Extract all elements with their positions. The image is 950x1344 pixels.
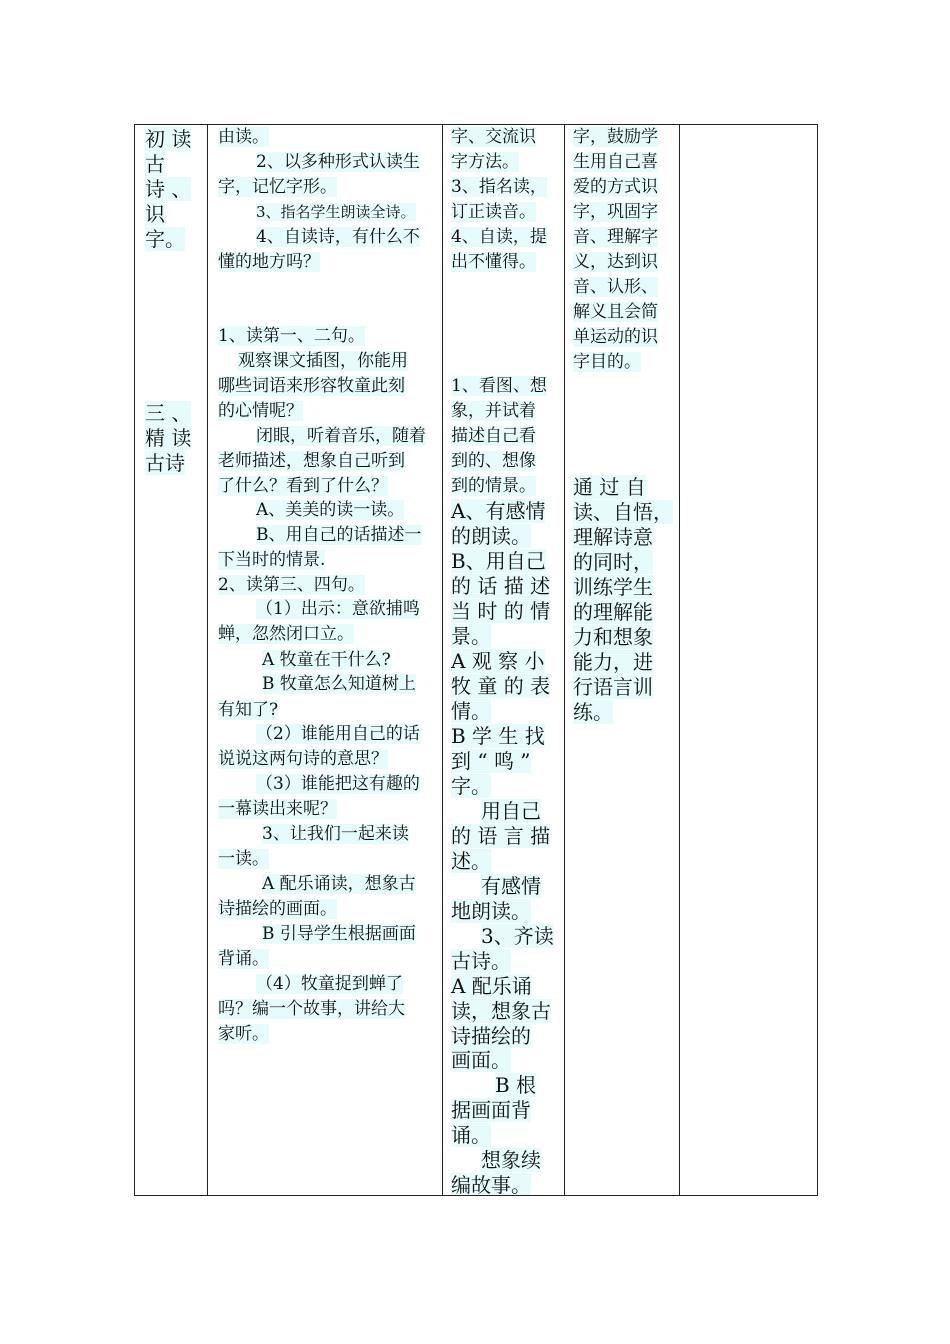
- stage-label-line: [145, 453, 185, 473]
- stage-column: [135, 125, 208, 1196]
- design-intent-line-text: 音、理解字: [573, 227, 658, 247]
- teacher-activity-line: [218, 403, 303, 420]
- teacher-activity-line: [256, 229, 420, 246]
- student-activity-line: [451, 154, 519, 171]
- design-intent-line-text: 字目的。: [573, 352, 641, 372]
- stage-label-line-text: 初 读: [145, 127, 192, 151]
- student-activity-line-text: 诗描绘的: [451, 1024, 531, 1048]
- design-intent-line: [573, 179, 658, 196]
- teacher-activity-line: [218, 478, 388, 495]
- teacher-activity-line: [262, 926, 416, 943]
- teacher-activity-line: [218, 626, 354, 643]
- teacher-activity-line: [262, 676, 416, 693]
- design-intent-line: [573, 129, 658, 146]
- student-activity-line: [451, 776, 491, 796]
- student-activity-line-text: 述。: [451, 849, 491, 873]
- design-intent-line-text: 能力，进: [573, 650, 653, 674]
- design-intent-line: [573, 254, 658, 271]
- student-activity-line-text: 诵。: [451, 1123, 491, 1147]
- teacher-activity-line: [218, 378, 405, 395]
- student-activity-line: [451, 378, 547, 395]
- teacher-activity-line: [218, 179, 337, 196]
- design-intent-line-text: 力和想象: [573, 625, 653, 649]
- design-intent-line: [573, 702, 613, 722]
- student-activity-line: [451, 179, 547, 196]
- design-intent-line-text: 训练学生: [573, 575, 653, 599]
- student-activity-line-text: 的 话 描 述: [451, 574, 551, 598]
- student-activity-line-text: 用自己: [481, 799, 541, 823]
- student-activity-line-text: 字方法。: [451, 152, 519, 172]
- teacher-activity-line-text: （3）谁能把这有趣的: [256, 774, 420, 794]
- student-activity-line: [481, 876, 541, 896]
- design-intent-line-text: 单运动的识: [573, 327, 658, 347]
- design-intent-line: [573, 502, 673, 522]
- student-activity-line-text: B、用自己: [451, 549, 546, 573]
- student-activity-line-text: 1、看图、想: [451, 376, 547, 396]
- design-intent-line-text: 义，达到识: [573, 252, 658, 272]
- stage-label-line-text: 识: [145, 202, 165, 226]
- design-intent-line: [573, 577, 653, 597]
- student-activity-line-text: 读，想象古: [451, 999, 551, 1023]
- student-activity-line-text: B 学 生 找: [451, 724, 545, 748]
- student-activity-line-text: 有感情: [481, 874, 541, 898]
- teacher-activity-line: [218, 801, 337, 818]
- student-activity-line: [451, 204, 536, 221]
- student-activity-line: [451, 551, 546, 571]
- student-activity-line-text: 到 “ 鸣 ”: [451, 749, 531, 773]
- design-intent-line-text: 解义且会简: [573, 302, 658, 322]
- student-activity-line: [451, 1175, 531, 1195]
- design-intent-line-text: 通 过 自: [573, 475, 646, 499]
- stage-label-line-text: 字。: [145, 227, 185, 251]
- student-activity-line: [451, 701, 491, 721]
- teacher-activity-line-text: 下当时的情景.: [218, 550, 326, 570]
- teacher-activity-line-text: A、美美的读一读。: [256, 500, 405, 520]
- design-intent-line-text: 音、认形、: [573, 277, 658, 297]
- stage-label-line: [145, 229, 185, 249]
- teacher-activity-line: [218, 328, 365, 345]
- teacher-activity-line: [256, 601, 420, 618]
- student-activity-line-text: 到的情景。: [451, 476, 536, 496]
- student-activity-line-text: 画面。: [451, 1048, 511, 1072]
- teacher-activity-line-text: 1、读第一、二句。: [218, 326, 365, 346]
- student-activity-line: [451, 726, 545, 746]
- student-activity-line: [451, 1100, 531, 1120]
- design-intent-line-text: 练。: [573, 700, 613, 724]
- design-intent-line: [573, 329, 658, 346]
- teacher-activity-line: [262, 876, 416, 893]
- student-activity-line: [451, 901, 531, 921]
- student-activity-line-text: 的朗读。: [451, 524, 531, 548]
- teacher-activity-line-text: 有知了?: [218, 700, 279, 720]
- design-intent-line-text: 的同时，: [573, 550, 653, 574]
- design-intent-line-text: 行语言训: [573, 675, 653, 699]
- teacher-activity-line: [256, 976, 403, 993]
- teacher-activity-line: [256, 726, 420, 743]
- teacher-activity-line-text: 蝉，忽然闭口立。: [218, 624, 354, 644]
- student-activity-line-text: 景。: [451, 624, 491, 648]
- student-activity-line-text: 到的、想像: [451, 451, 536, 471]
- student-activity-line: [451, 453, 536, 470]
- stage-label-line-text: 诗 、: [145, 177, 192, 201]
- teacher-activity-line: [256, 502, 404, 519]
- design-intent-line-text: 字，巩固字: [573, 202, 658, 222]
- teacher-activity-line: [256, 428, 426, 445]
- stage-label-line-text: 古: [145, 152, 165, 176]
- design-intent-line-text: 读、自悟，: [573, 500, 673, 524]
- student-activity-line-text: 4、自读，提: [451, 227, 547, 247]
- design-intent-line: [573, 279, 658, 296]
- student-activity-line: [451, 626, 491, 646]
- teacher-activity-line-text: （2）谁能用自己的话: [256, 724, 420, 744]
- design-intent-line: [573, 602, 653, 622]
- student-activity-line-text: 3、指名读，: [451, 177, 547, 197]
- teacher-activity-line-text: 闭眼，听着音乐，随着: [256, 426, 426, 446]
- student-activity-line-text: 情。: [451, 699, 491, 723]
- student-activity-line: [451, 1050, 511, 1070]
- student-activity-column: [443, 125, 565, 1196]
- student-activity-line: [451, 851, 491, 871]
- stage-label-line-text: 精 读: [145, 426, 192, 450]
- teacher-activity-line: [218, 951, 269, 968]
- student-activity-line: [451, 1001, 551, 1021]
- stage-label-line-text: 古诗: [145, 451, 185, 475]
- teacher-activity-line-text: B 牧童怎么知道树上: [262, 674, 416, 694]
- design-intent-line: [573, 229, 658, 246]
- design-intent-line: [573, 677, 653, 697]
- teacher-activity-line-text: 诗描绘的画面。: [218, 899, 337, 919]
- student-activity-line-text: 描述自己看: [451, 426, 536, 446]
- student-activity-line: [481, 1150, 541, 1170]
- design-intent-line: [573, 552, 653, 572]
- student-activity-line: [481, 801, 541, 821]
- notes-column: [680, 125, 818, 1196]
- teacher-activity-line-text: B、用自己的话描述一: [256, 525, 422, 545]
- student-activity-line: [451, 1125, 491, 1145]
- teacher-activity-line-text: B 引导学生根据画面: [262, 924, 416, 944]
- design-intent-line: [573, 204, 658, 221]
- student-activity-line-text: 地朗读。: [451, 899, 531, 923]
- teacher-activity-line-text: （1）出示：意欲捕鸣: [256, 599, 420, 619]
- teacher-activity-line: [218, 702, 278, 719]
- teacher-activity-line-text: 哪些词语来形容牧童此刻: [218, 376, 405, 396]
- student-activity-line: [451, 403, 536, 420]
- student-activity-line: [451, 951, 511, 971]
- teacher-activity-line-text: 3、指名学生朗读全诗。: [256, 203, 416, 221]
- design-intent-line-text: 字，鼓励学: [573, 127, 658, 147]
- student-activity-line-text: A、有感情: [451, 499, 546, 523]
- teacher-activity-line-text: 了什么？看到了什么？: [218, 476, 388, 496]
- teacher-activity-column: [208, 125, 443, 1196]
- teacher-activity-line-text: 2、以多种形式认读生: [256, 152, 420, 172]
- student-activity-line: [451, 478, 536, 495]
- design-intent-line: [573, 627, 653, 647]
- teacher-activity-line: [218, 851, 269, 868]
- student-activity-line: [451, 676, 550, 696]
- student-activity-line-text: 字、交流识: [451, 127, 536, 147]
- student-activity-line-text: 当 时 的 情: [451, 599, 551, 623]
- teacher-activity-line-text: 2、读第三、四句。: [218, 575, 365, 595]
- teacher-activity-line: [262, 652, 391, 669]
- stage-label-line: [145, 179, 191, 199]
- teacher-activity-line-text: 懂的地方吗？: [218, 252, 320, 272]
- student-activity-line: [481, 926, 554, 946]
- student-activity-line: [451, 1026, 531, 1046]
- stage-label-line-text: 三 、: [145, 401, 192, 425]
- student-activity-line: [451, 129, 536, 146]
- teacher-activity-line: [238, 353, 408, 370]
- teacher-activity-line: [256, 776, 420, 793]
- teacher-activity-line-text: 家听。: [218, 1024, 269, 1044]
- teacher-activity-line-text: 3、让我们一起来读: [262, 824, 409, 844]
- student-activity-line-text: 想象续: [481, 1148, 541, 1172]
- student-activity-line-text: 字。: [451, 774, 491, 798]
- teacher-activity-line: [256, 527, 422, 544]
- student-activity-line-text: 象，并试着: [451, 401, 536, 421]
- student-activity-line: [451, 501, 545, 521]
- student-activity-line: [451, 651, 545, 671]
- student-activity-line: [451, 428, 536, 445]
- student-activity-line: [451, 254, 536, 271]
- teacher-activity-line: [218, 552, 325, 569]
- design-intent-line-text: 爱的方式识: [573, 177, 658, 197]
- teacher-activity-line-text: 观察课文插图，你能用: [238, 351, 408, 371]
- student-activity-line-text: 订正读音。: [451, 202, 536, 222]
- student-activity-line: [451, 526, 531, 546]
- student-activity-line-text: 出不懂得。: [451, 252, 536, 272]
- teacher-activity-line-text: 一读。: [218, 849, 269, 869]
- teacher-activity-line-text: 由读。: [218, 127, 269, 147]
- teacher-activity-line-text: 一幕读出来呢？: [218, 799, 337, 819]
- design-intent-line: [573, 652, 653, 672]
- teacher-activity-line: [218, 1026, 269, 1043]
- design-intent-line: [573, 304, 658, 321]
- teacher-activity-line: [218, 254, 320, 271]
- stage-label-line: [145, 403, 191, 423]
- teacher-activity-line-text: 吗？编一个故事，讲给大: [218, 999, 405, 1019]
- teacher-activity-line-text: 字，记忆字形。: [218, 177, 337, 197]
- student-activity-line-text: B 根: [495, 1073, 537, 1097]
- design-intent-line: [573, 154, 658, 171]
- student-activity-line-text: 古诗。: [451, 949, 511, 973]
- design-intent-line: [573, 477, 646, 497]
- design-intent-line: [573, 354, 641, 371]
- design-intent-line-text: 的理解能: [573, 600, 653, 624]
- student-activity-line-text: 编故事。: [451, 1173, 531, 1196]
- teacher-activity-line-text: 说说这两句诗的意思？: [218, 749, 388, 769]
- teacher-activity-line: [218, 1001, 405, 1018]
- student-activity-line-text: A 观 察 小: [451, 649, 545, 673]
- table-row: [135, 125, 818, 1196]
- teacher-activity-line: [256, 205, 416, 220]
- student-activity-line: [451, 826, 550, 846]
- student-activity-line-text: 的 语 言 描: [451, 824, 551, 848]
- student-activity-line: [451, 601, 550, 621]
- stage-label-line: [145, 428, 191, 448]
- teacher-activity-line-text: 4、自读诗，有什么不: [256, 227, 420, 247]
- stage-label-line: [145, 129, 191, 149]
- teacher-activity-line: [218, 577, 365, 594]
- teacher-activity-line: [218, 129, 269, 146]
- student-activity-line-text: A 配乐诵: [451, 974, 532, 998]
- student-activity-line: [451, 976, 532, 996]
- teacher-activity-line-text: （4）牧童捉到蝉了: [256, 974, 403, 994]
- teacher-activity-line-text: 背诵。: [218, 949, 269, 969]
- student-activity-line: [451, 751, 531, 771]
- student-activity-line-text: 牧 童 的 表: [451, 674, 551, 698]
- lesson-plan-table: [134, 124, 818, 1196]
- teacher-activity-line: [218, 751, 388, 768]
- design-intent-column: [565, 125, 680, 1196]
- student-activity-line-text: 据画面背: [451, 1098, 531, 1122]
- teacher-activity-line: [218, 901, 337, 918]
- teacher-activity-line: [256, 154, 420, 171]
- teacher-activity-line: [262, 826, 409, 843]
- student-activity-line-text: 3、齐读: [481, 924, 554, 948]
- design-intent-line-text: 理解诗意: [573, 525, 653, 549]
- design-intent-line: [573, 527, 653, 547]
- student-activity-line: [451, 576, 550, 596]
- stage-label-line: [145, 204, 165, 224]
- teacher-activity-line: [218, 453, 405, 470]
- student-activity-line: [451, 229, 547, 246]
- student-activity-line: [495, 1075, 536, 1095]
- teacher-activity-line-text: 的心情呢？: [218, 401, 303, 421]
- design-intent-line-text: 生用自己喜: [573, 152, 658, 172]
- teacher-activity-line-text: A 配乐诵读，想象古: [262, 874, 416, 894]
- stage-label-line: [145, 154, 165, 174]
- teacher-activity-line-text: A 牧童在干什么?: [262, 650, 391, 670]
- teacher-activity-line-text: 老师描述，想象自己听到: [218, 451, 405, 471]
